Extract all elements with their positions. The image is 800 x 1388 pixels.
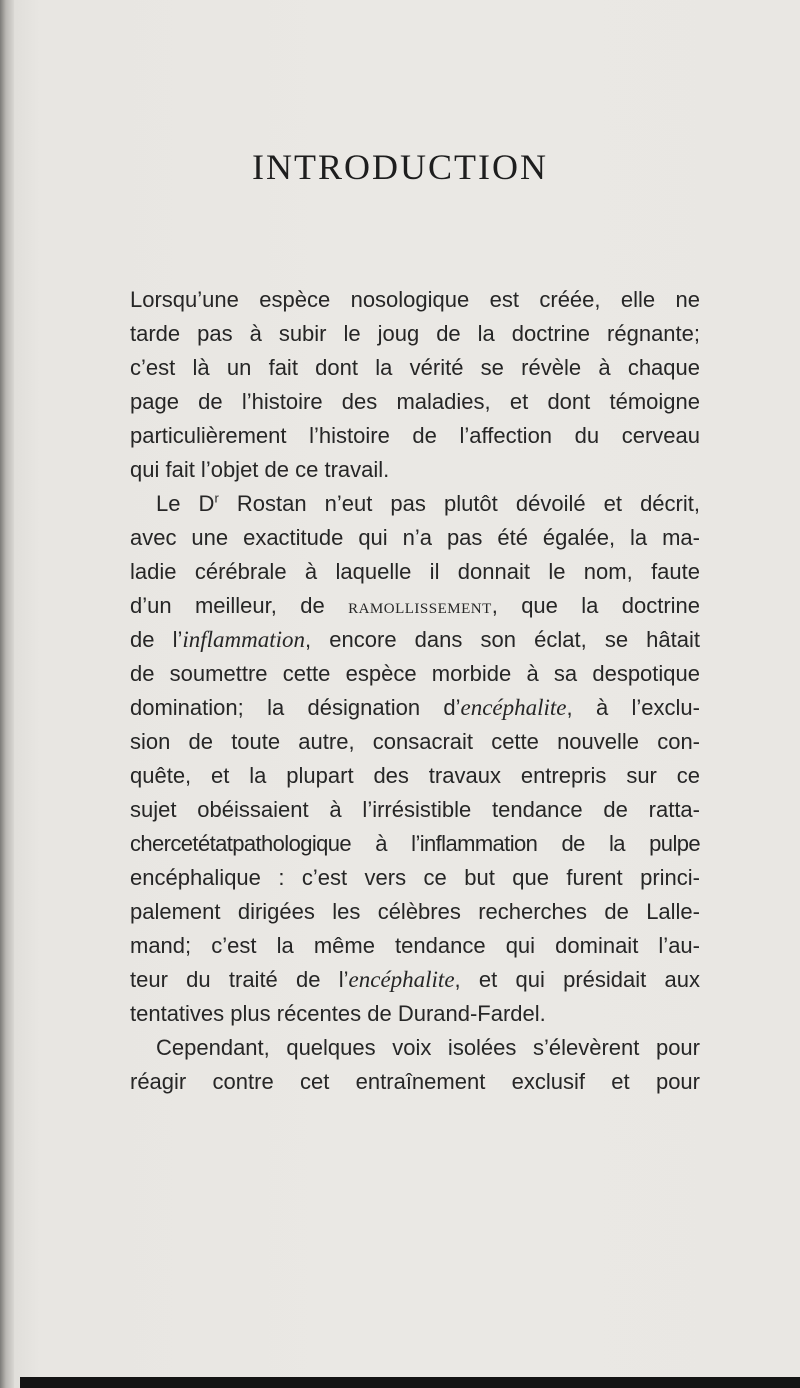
small-caps-term: ramollissement: [348, 594, 492, 618]
italic-term: encéphalite: [460, 695, 567, 720]
text-line: domination; la désignation d’encéphalite, à l’exclu-: [130, 695, 700, 720]
text-line: d’un meilleur, de ramollissement, que la doctrine: [130, 593, 701, 618]
text-line: Lorsqu’une espèce nosologique est créée, elle ne: [130, 287, 700, 312]
text-line: de l’inflammation, encore dans son éclat, se hâtait: [130, 627, 700, 652]
text-line: teur du traité de l’encéphalite, et qui présidait aux: [130, 967, 700, 992]
text-line: réagir contre cet entraînement exclusif et pour: [130, 1069, 700, 1094]
body-text: [130, 283, 700, 1099]
text-line: ladie cérébrale à laquelle il donnait le nom, faute: [130, 559, 700, 584]
text-line: de soumettre cette espèce morbide à sa despotique: [130, 661, 700, 686]
text-line: Le $D^r$ Rostan n’eut pas plutôt dévoilé et décrit,: [156, 490, 700, 516]
text-line: encéphalique : c’est vers ce but que furent princi-: [130, 865, 700, 890]
text-line: palement dirigées les célèbres recherches de Lalle-: [130, 899, 700, 924]
italic-term: encéphalite: [348, 967, 455, 992]
text-line: quête, et la plupart des travaux entrepris sur ce: [130, 763, 700, 788]
text-line: particulièrement l’histoire de l’affection du cerveau: [130, 423, 700, 448]
italic-term: inflammation: [182, 627, 306, 652]
text-line: mand; c’est la même tendance qui dominait l’au-: [130, 933, 700, 958]
superscript: r: [214, 490, 219, 506]
text-line: sion de toute autre, consacrait cette nouvelle con-: [130, 729, 700, 754]
page-title: INTRODUCTION: [252, 147, 548, 187]
page-binding-edge: [0, 0, 14, 1388]
bottom-page-edge: [20, 1377, 800, 1388]
text-line: page de l’histoire des maladies, et dont témoigne: [130, 389, 700, 414]
text-line: chercetétatpathologique à l’inflammation de la pulpe: [130, 831, 700, 856]
text-line: qui fait l’objet de ce travail.: [130, 457, 390, 482]
text-line: sujet obéissaient à l’irrésistible tendance de ratta-: [130, 797, 700, 822]
text-line: avec une exactitude qui n’a pas été égalée, la ma-: [130, 525, 700, 550]
text-line: c’est là un fait dont la vérité se révèle à chaque: [130, 355, 700, 380]
text-line: Cependant, quelques voix isolées s’élevèrent pour: [156, 1035, 700, 1060]
text-line: tentatives plus récentes de Durand-Fardel.: [130, 1001, 546, 1026]
text-line: tarde pas à subir le joug de la doctrine régnante;: [130, 321, 700, 346]
